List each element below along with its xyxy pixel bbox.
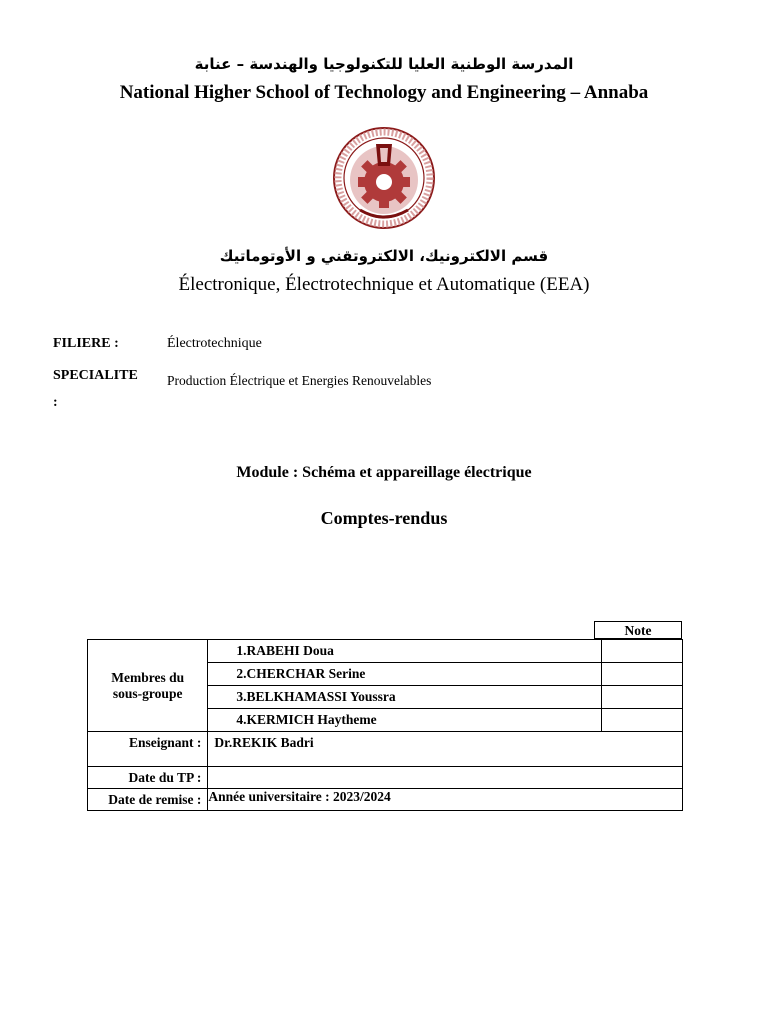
specialite-label-colon: : — [53, 395, 58, 410]
school-name-arabic: المدرسة الوطنية العليا للتكنولوجيا والهندسة – عنابة — [194, 55, 574, 73]
note-cell — [601, 709, 682, 732]
table-row — [88, 732, 683, 767]
member-name: 4.KERMICH Haytheme — [208, 709, 601, 732]
department-name-arabic: قسم الالكترونيك، الالكتروتقني و الأوتوماتيك — [219, 247, 549, 265]
enseignant-value: Dr.REKIK Badri — [208, 732, 683, 767]
table-row — [88, 640, 683, 663]
members-label-line2: sous-groupe — [112, 685, 183, 701]
school-name-english: National Higher School of Technology and Engineering – Annaba — [119, 82, 649, 103]
filiere-label: FILIERE : — [53, 336, 119, 351]
note-column-header: Note — [594, 621, 682, 639]
specialite-label-text: SPECIALITE — [53, 368, 138, 383]
members-table — [87, 639, 683, 811]
date-remise-value: Année universitaire : 2023/2024 — [208, 789, 683, 811]
enseignant-label: Enseignant : — [88, 732, 208, 767]
table-row — [88, 767, 683, 789]
date-remise-label: Date de remise : — [88, 789, 208, 811]
school-logo-icon — [330, 124, 438, 232]
filiere-value: Électrotechnique — [167, 336, 262, 351]
member-name: 1.RABEHI Doua — [208, 640, 601, 663]
department-name-french: Électronique, Électrotechnique et Automatique (EEA) — [178, 274, 590, 295]
specialite-value: Production Électrique et Energies Renouvelables — [167, 373, 432, 388]
note-cell — [601, 663, 682, 686]
note-cell — [601, 686, 682, 709]
date-tp-label: Date du TP : — [88, 767, 208, 789]
table-row — [88, 789, 683, 811]
members-label-cell — [88, 640, 208, 732]
member-name: 3.BELKHAMASSI Youssra — [208, 686, 601, 709]
member-name: 2.CHERCHAR Serine — [208, 663, 601, 686]
specialite-label — [53, 362, 138, 416]
module-title: Module : Schéma et appareillage électrique — [236, 464, 532, 481]
note-cell — [601, 640, 682, 663]
date-tp-value — [208, 767, 683, 789]
members-label-line1: Membres du — [111, 669, 185, 685]
document-title: Comptes-rendus — [320, 508, 448, 528]
